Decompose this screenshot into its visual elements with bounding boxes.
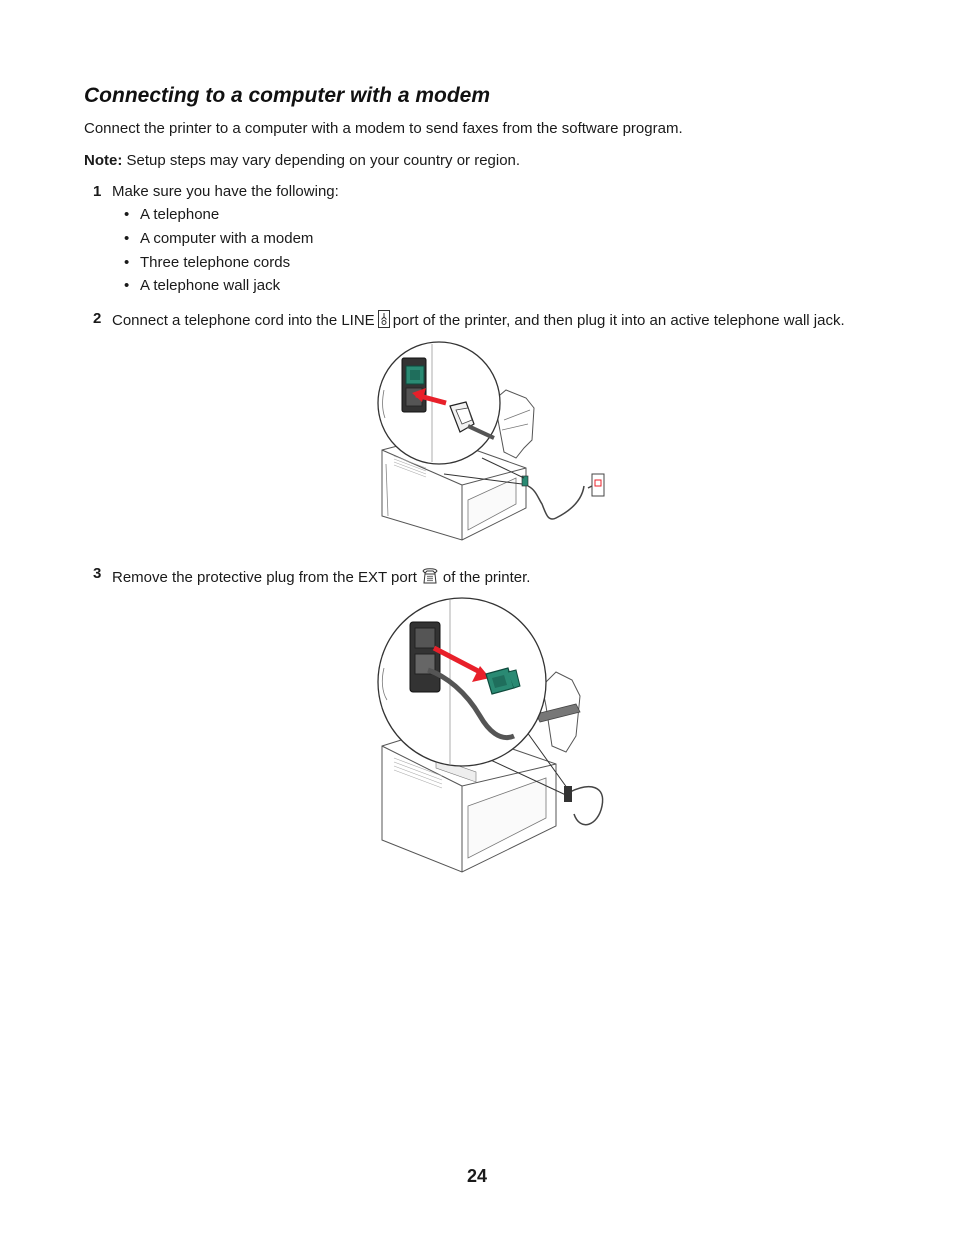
list-item: A telephone wall jack — [140, 277, 281, 294]
bullet-dot: • — [124, 254, 130, 271]
note-text: Setup steps may vary depending on your country or region. — [126, 152, 521, 169]
step-2-text-before: Connect a telephone cord into the LINE — [112, 312, 375, 329]
note-label: Note: — [84, 152, 123, 169]
step-1-number: 1 — [93, 183, 102, 200]
list-item: Three telephone cords — [140, 254, 291, 271]
bullet-dot: • — [124, 206, 130, 223]
line-port-icon — [378, 310, 390, 333]
step-2-text-after: port of the printer, and then plug it into an active telephone wall jack. — [392, 312, 845, 329]
list-item: A telephone — [140, 206, 220, 223]
step-3-text-after: of the printer. — [442, 569, 531, 586]
step-3-text-before: Remove the protective plug from the EXT port — [112, 569, 417, 586]
line-port-connection-illustration — [376, 340, 608, 551]
step-2-text — [112, 310, 845, 333]
ext-port-icon — [420, 565, 440, 590]
ext-port-plug-removal-illustration — [376, 596, 608, 881]
step-2-number: 2 — [93, 310, 102, 327]
note-paragraph — [84, 152, 520, 170]
step-1-text: Make sure you have the following: — [112, 183, 339, 200]
intro-paragraph: Connect the printer to a computer with a modem to send faxes from the software program. — [84, 120, 683, 137]
list-item: A computer with a modem — [140, 230, 314, 247]
page-heading: Connecting to a computer with a modem — [84, 84, 491, 107]
bullet-dot: • — [124, 230, 130, 247]
step-3-number: 3 — [93, 565, 102, 582]
step-3-text — [112, 565, 530, 590]
page-number: 24 — [466, 1166, 488, 1186]
bullet-dot: • — [124, 277, 130, 294]
